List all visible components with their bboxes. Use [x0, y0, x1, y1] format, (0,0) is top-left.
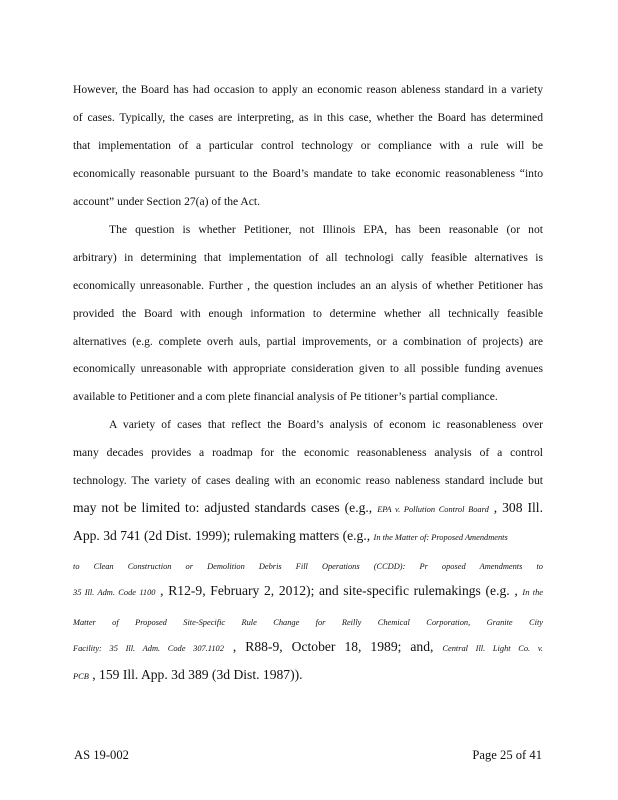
body-line: account” under Section 27(a) of the Act.: [73, 195, 261, 208]
body-line: that implementation of a particular control technology or compliance with a rule will be: [73, 139, 543, 152]
body-line: available to Petitioner and a com plete financial analysis of Pe titioner’s partial compliance.: [73, 390, 498, 403]
body-text: may not be limited to: adjusted standards cases (e.g.,: [73, 500, 373, 515]
case-citation: PCB: [73, 672, 89, 681]
body-line: However, the Board has had occasion to apply an economic reason ableness standard in a variety: [73, 83, 543, 96]
body-line: economically unreasonable. Further , the question includes an an alysis of whether Petitioner has: [73, 279, 543, 292]
body-line: economically reasonable pursuant to the Board’s mandate to take economic reasonableness “into: [73, 167, 543, 180]
page-number: Page 25 of 41: [472, 748, 542, 762]
body-line: economically unreasonable with appropriate consideration given to all possible funding avenues: [73, 362, 543, 375]
body-line: technology. The variety of cases dealing with an economic reaso nableness standard include but: [73, 474, 543, 487]
body-line: of cases. Typically, the cases are interpreting, as in this case, whether the Board has determined: [73, 111, 543, 124]
citation-line: to Clean Construction or Demolition Debris Fill Operations (CCDD): Pr oposed Amendments to: [73, 562, 543, 571]
case-citation: EPA v. Pollution Control Board: [377, 505, 489, 514]
body-line-with-citation: [73, 528, 543, 546]
body-line: provided the Board with enough information to determine whether all technically feasible: [73, 307, 543, 320]
body-line: A variety of cases that reflect the Board’s analysis of econom ic reasonableness over: [109, 418, 543, 431]
body-text: , 159 Ill. App. 3d 389 (3d Dist. 1987)).: [92, 667, 303, 682]
case-citation: Central Ill. Light Co. v.: [442, 644, 544, 653]
case-citation: 35 Ill. Adm. Code 1100: [73, 588, 156, 597]
body-text: , 308 Ill.: [493, 500, 543, 515]
case-citation: In the: [522, 588, 543, 597]
body-text: App. 3d 741 (2d Dist. 1999); rulemaking matters (e.g.,: [73, 528, 371, 543]
case-citation: Facility: 35 Ill. Adm. Code 307.1102: [73, 644, 224, 653]
body-line-with-citation: [73, 583, 543, 601]
citation-line: Matter of Proposed Site-Specific Rule Change for Reilly Chemical Corporation, Granite City: [73, 618, 543, 627]
body-line-with-citation: [73, 667, 543, 685]
body-line: The question is whether Petitioner, not Illinois EPA, has been reasonable (or not: [109, 223, 543, 236]
body-text: , R12-9, February 2, 2012); and site-specific rulemakings (e.g. ,: [160, 583, 518, 598]
body-line: many decades provides a roadmap for the economic reasonableness analysis of a control: [73, 446, 543, 459]
body-line: alternatives (e.g. complete overh auls, partial improvements, or a combination of projects) are: [73, 335, 543, 348]
body-text: , R88-9, October 18, 1989; and,: [232, 639, 434, 654]
body-line: arbitrary) in determining that implementation of all technologi cally feasible alternatives is: [73, 251, 543, 264]
body-line-with-citation: [73, 639, 543, 657]
docket-number: AS 19-002: [74, 748, 129, 762]
body-line-with-citation: [73, 500, 543, 518]
case-citation: In the Matter of: Proposed Amendments: [373, 533, 508, 542]
